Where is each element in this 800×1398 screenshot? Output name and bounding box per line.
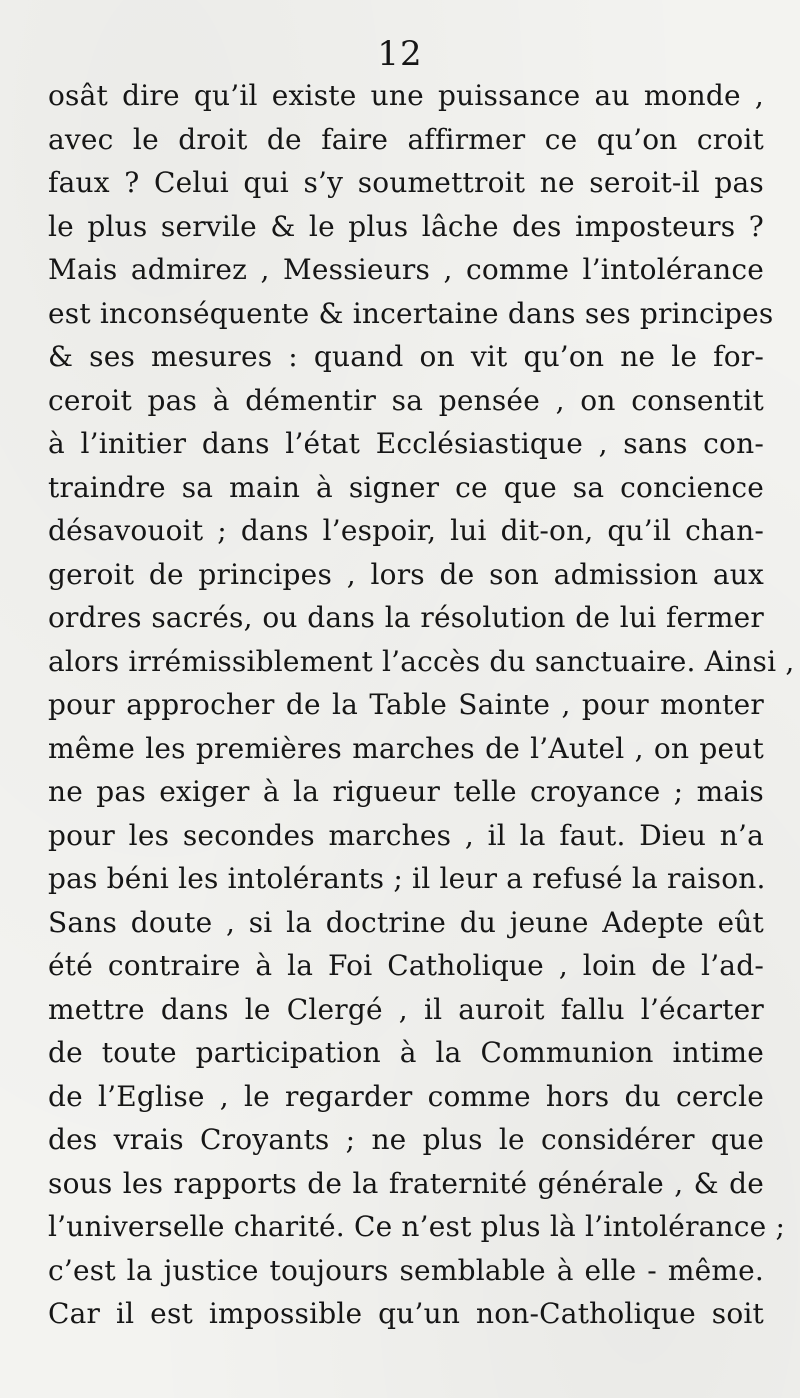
text-line-25: des vrais Croyants ; ne plus le considérer que	[48, 1123, 764, 1156]
text-line-14: alors irrémissiblement l’accès du sanctuaire. Ainsi ,	[48, 644, 795, 678]
text-line-22: mettre dans le Clergé , il auroit fallu l’écarter	[48, 992, 764, 1026]
text-line-9: à l’initier dans l’état Ecclésiastique , sans con-	[48, 427, 764, 460]
text-line-28: c’est la justice toujours semblable à elle - même.	[48, 1253, 764, 1287]
text-line-29: Car il est impossible qu’un non-Catholique soit	[48, 1297, 764, 1330]
text-line-5: Mais admirez , Messieurs , comme l’intolérance	[48, 253, 764, 286]
text-line-19: pas béni les intolérants ; il leur a refusé la raison.	[48, 862, 766, 895]
text-line-7: & ses mesures : quand on vit qu’on ne le for-	[48, 340, 764, 373]
text-line-8: ceroit pas à démentir sa pensée , on consentit	[48, 383, 764, 417]
text-line-11: désavouoit ; dans l’espoir, lui dit-on, qu’il chan-	[48, 514, 764, 547]
body-text	[48, 74, 795, 1336]
text-line-12: geroit de principes , lors de son admission aux	[48, 557, 764, 591]
text-line-24: de l’Eglise , le regarder comme hors du cercle	[48, 1079, 764, 1113]
text-line-23: de toute participation à la Communion intime	[48, 1036, 764, 1069]
text-line-2: avec le droit de faire affirmer ce qu’on croit	[48, 122, 764, 156]
text-line-4: le plus servile & le plus lâche des imposteurs ?	[48, 209, 764, 243]
text-line-17: ne pas exiger à la rigueur telle croyance ; mais	[48, 775, 764, 808]
text-line-21: été contraire à la Foi Catholique , loin de l’ad-	[48, 949, 764, 982]
page-number: 12	[377, 34, 423, 74]
text-line-6: est inconséquente & incertaine dans ses principes	[48, 296, 774, 330]
text-line-27: l’universelle charité. Ce n’est plus là l’intolérance ;	[48, 1210, 786, 1243]
text-line-26: sous les rapports de la fraternité générale , & de	[48, 1166, 764, 1200]
text-line-15: pour approcher de la Table Sainte , pour monter	[48, 688, 764, 721]
text-line-20: Sans doute , si la doctrine du jeune Adepte eût	[48, 905, 764, 939]
text-line-1: osât dire qu’il existe une puissance au monde ,	[48, 79, 764, 112]
text-line-16: même les premières marches de l’Autel , on peut	[48, 731, 764, 765]
text-line-3: faux ? Celui qui s’y soumettroit ne seroit-il pas	[48, 166, 764, 199]
text-line-18: pour les secondes marches , il la faut. Dieu n’a	[48, 818, 764, 852]
text-line-13: ordres sacrés, ou dans la résolution de lui fermer	[48, 601, 764, 634]
text-line-10: traindre sa main à signer ce que sa concience	[48, 470, 764, 504]
